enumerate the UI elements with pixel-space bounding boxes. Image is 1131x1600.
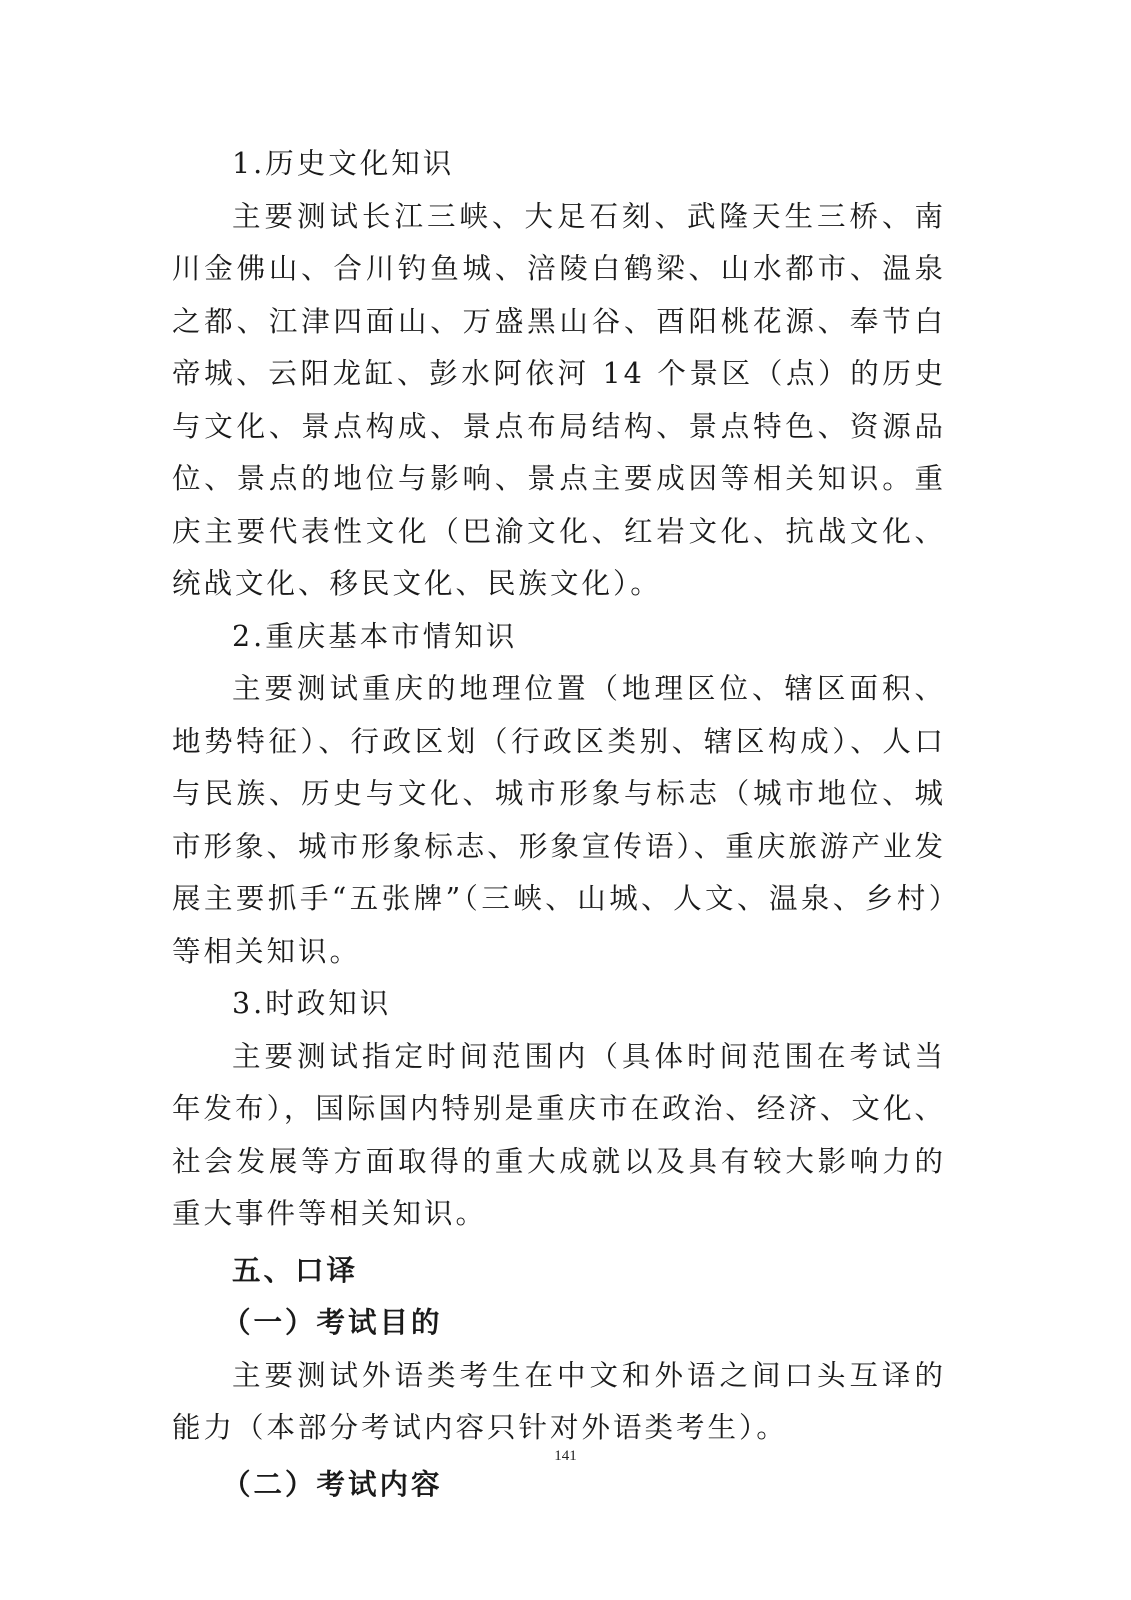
subheading-city-basics: 2.重庆基本市情知识 (232, 619, 518, 653)
paragraph-city-basics: 主要测试重庆的地理位置（地理区位、辖区面积、地势特征）、行政区划（行政区类别、辖区构成）、人口与民族、历史与文化、城市形象与标志（城市地位、城市形象、城市形象标志、形象宣传语）、重庆旅游产业发展主要抓手“五张牌”（三峡、山城、人文、温泉、乡村）等相关知识。 (172, 672, 946, 968)
paragraph-current-affairs: 主要测试指定时间范围内（具体时间范围在考试当年发布），国际国内特别是重庆市在政治、经济、文化、社会发展等方面取得的重大成就以及具有较大影响力的重大事件等相关知识。 (172, 1039, 946, 1230)
heading-exam-content: （二）考试内容 (222, 1467, 443, 1501)
paragraph-exam-purpose: 主要测试外语类考生在中文和外语之间口头互译的能力（本部分考试内容只针对外语类考生）。 (172, 1358, 946, 1444)
paragraph-history-culture: 主要测试长江三峡、大足石刻、武隆天生三桥、南川金佛山、合川钓鱼城、涪陵白鹤梁、山水都市、温泉之都、江津四面山、万盛黑山谷、酉阳桃花源、奉节白帝城、云阳龙缸、彭水阿依河 14 个景区（点）的历史与文化、景点构成、景点布局结构、景点特色、资源品位、景点的地位与影响、景点主要成因等相关知识。重庆主要代表性文化（巴渝文化、红岩文化、抗战文化、统战文化、移民文化、民族文化）。 (172, 199, 946, 600)
document-body (172, 138, 946, 1511)
subheading-current-affairs: 3.时政知识 (232, 987, 392, 1020)
section-heading-interpretation: 五、口译 (232, 1253, 359, 1287)
page-number: 141 (554, 1448, 577, 1464)
heading-exam-purpose: （一）考试目的 (222, 1306, 443, 1339)
subheading-history-culture: 1.历史文化知识 (232, 147, 455, 180)
